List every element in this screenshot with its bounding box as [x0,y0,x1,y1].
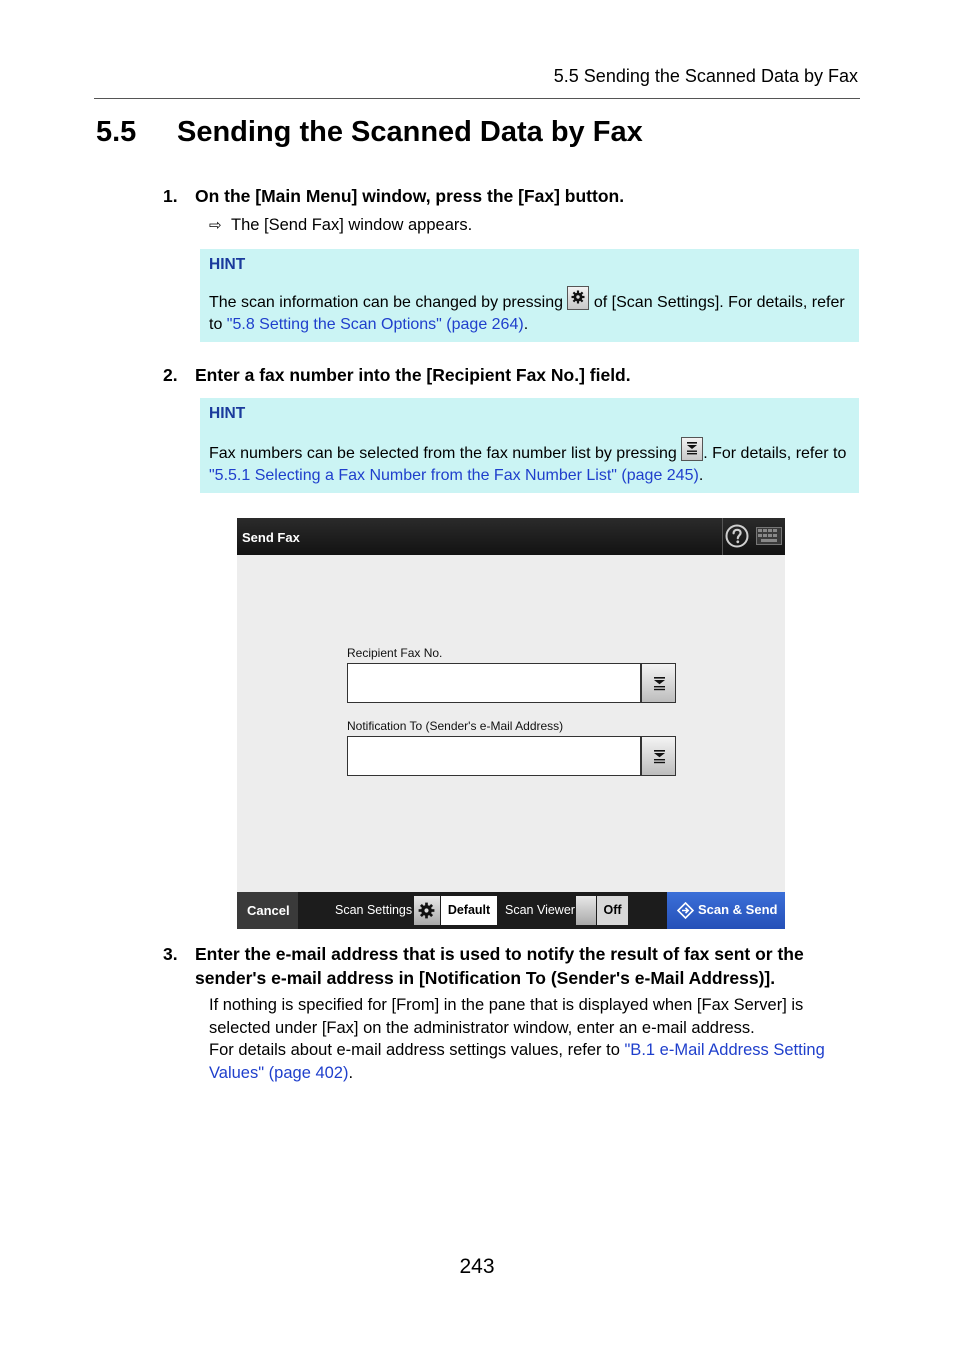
hint-text-part: of [Scan Settings]. For details, refer to [209,294,845,333]
scan-settings-button[interactable] [414,896,440,925]
hint-text-part: . [523,316,529,333]
scan-settings-value[interactable]: Default [441,896,497,925]
hint-label: HINT [209,405,246,422]
hint-text-part: . [698,467,704,484]
notification-to-label: Notification To (Sender's e-Mail Address) [347,719,564,733]
recipient-fax-list-button[interactable] [641,663,676,703]
recipient-fax-input[interactable] [347,663,641,703]
hint-text [209,286,849,336]
body-link[interactable]: "B.1 e-Mail Address Setting Values" (page 402) [209,1041,825,1083]
hint-text-part: . For details, refer to [703,445,847,462]
title-bar-divider [722,518,723,555]
scan-and-send-button[interactable] [667,892,785,929]
hint-text-part: Fax numbers can be selected from the fax number list by pressing [209,445,682,462]
diamond-arrow-icon [677,902,694,919]
keyboard-icon[interactable] [756,527,782,545]
result-arrow-icon: ⇨ [209,217,222,234]
page-number: 243 [459,1255,495,1278]
step-number: 1. [163,186,178,206]
notification-to-list-button[interactable] [641,736,676,776]
help-icon[interactable] [725,524,749,548]
section-title-text: Sending the Scanned Data by Fax [177,116,643,148]
section-number: 5.5 [96,116,137,148]
gear-icon [567,286,589,310]
dropdown-list-icon [653,750,666,764]
bottom-toolbar [237,892,785,929]
header-rule [94,98,860,99]
body-text-part: For details about e-mail address settings values, refer to [209,1041,625,1060]
section-title [96,116,643,149]
body-paragraph [209,1039,859,1084]
gear-icon [418,902,435,919]
title-bar [237,518,785,555]
step-number: 2. [163,365,178,385]
step-3-body [209,994,859,1085]
hint-link[interactable]: "5.8 Setting the Scan Options" (page 264) [226,316,524,333]
scan-viewer-toggle-knob[interactable] [576,896,596,925]
body-paragraph: If nothing is specified for [From] in the pane that is displayed when [Fax Server] is selected under [Fax] on the administrator window, enter an e-mail address. [209,996,804,1037]
step-number: 3. [163,944,178,964]
hint-text-part: The scan information can be changed by pressing [209,294,568,311]
scan-viewer-label: Scan Viewer [505,903,575,917]
dropdown-list-icon [653,677,666,691]
send-fax-screenshot [237,518,785,929]
notification-to-input[interactable] [347,736,641,776]
result-text: The [Send Fax] window appears. [231,216,473,234]
step-text: On the [Main Menu] window, press the [Fax] button. [195,186,625,206]
hint-label: HINT [209,256,246,273]
window-title: Send Fax [242,530,300,545]
step-1-result [209,216,472,235]
hint-link[interactable]: "5.5.1 Selecting a Fax Number from the Fax Number List" (page 245) [209,467,699,484]
dropdown-list-icon [681,437,703,461]
hint-box-1 [200,249,859,342]
recipient-fax-label: Recipient Fax No. [347,646,443,660]
scan-settings-label: Scan Settings [335,903,413,917]
hint-box-2 [200,398,859,493]
scan-viewer-value[interactable]: Off [597,896,628,925]
running-header: 5.5 Sending the Scanned Data by Fax [553,66,858,86]
scan-and-send-label: Scan & Send [698,902,778,917]
cancel-button[interactable]: Cancel [237,892,298,929]
hint-text [209,437,849,487]
step-text: Enter the e-mail address that is used to notify the result of fax sent or the sender's e-mail address in [Notification To (Sender's e-Mail Address)]. [195,944,804,988]
step-text: Enter a fax number into the [Recipient Fax No.] field. [195,365,631,385]
body-text-part: . [348,1064,354,1083]
